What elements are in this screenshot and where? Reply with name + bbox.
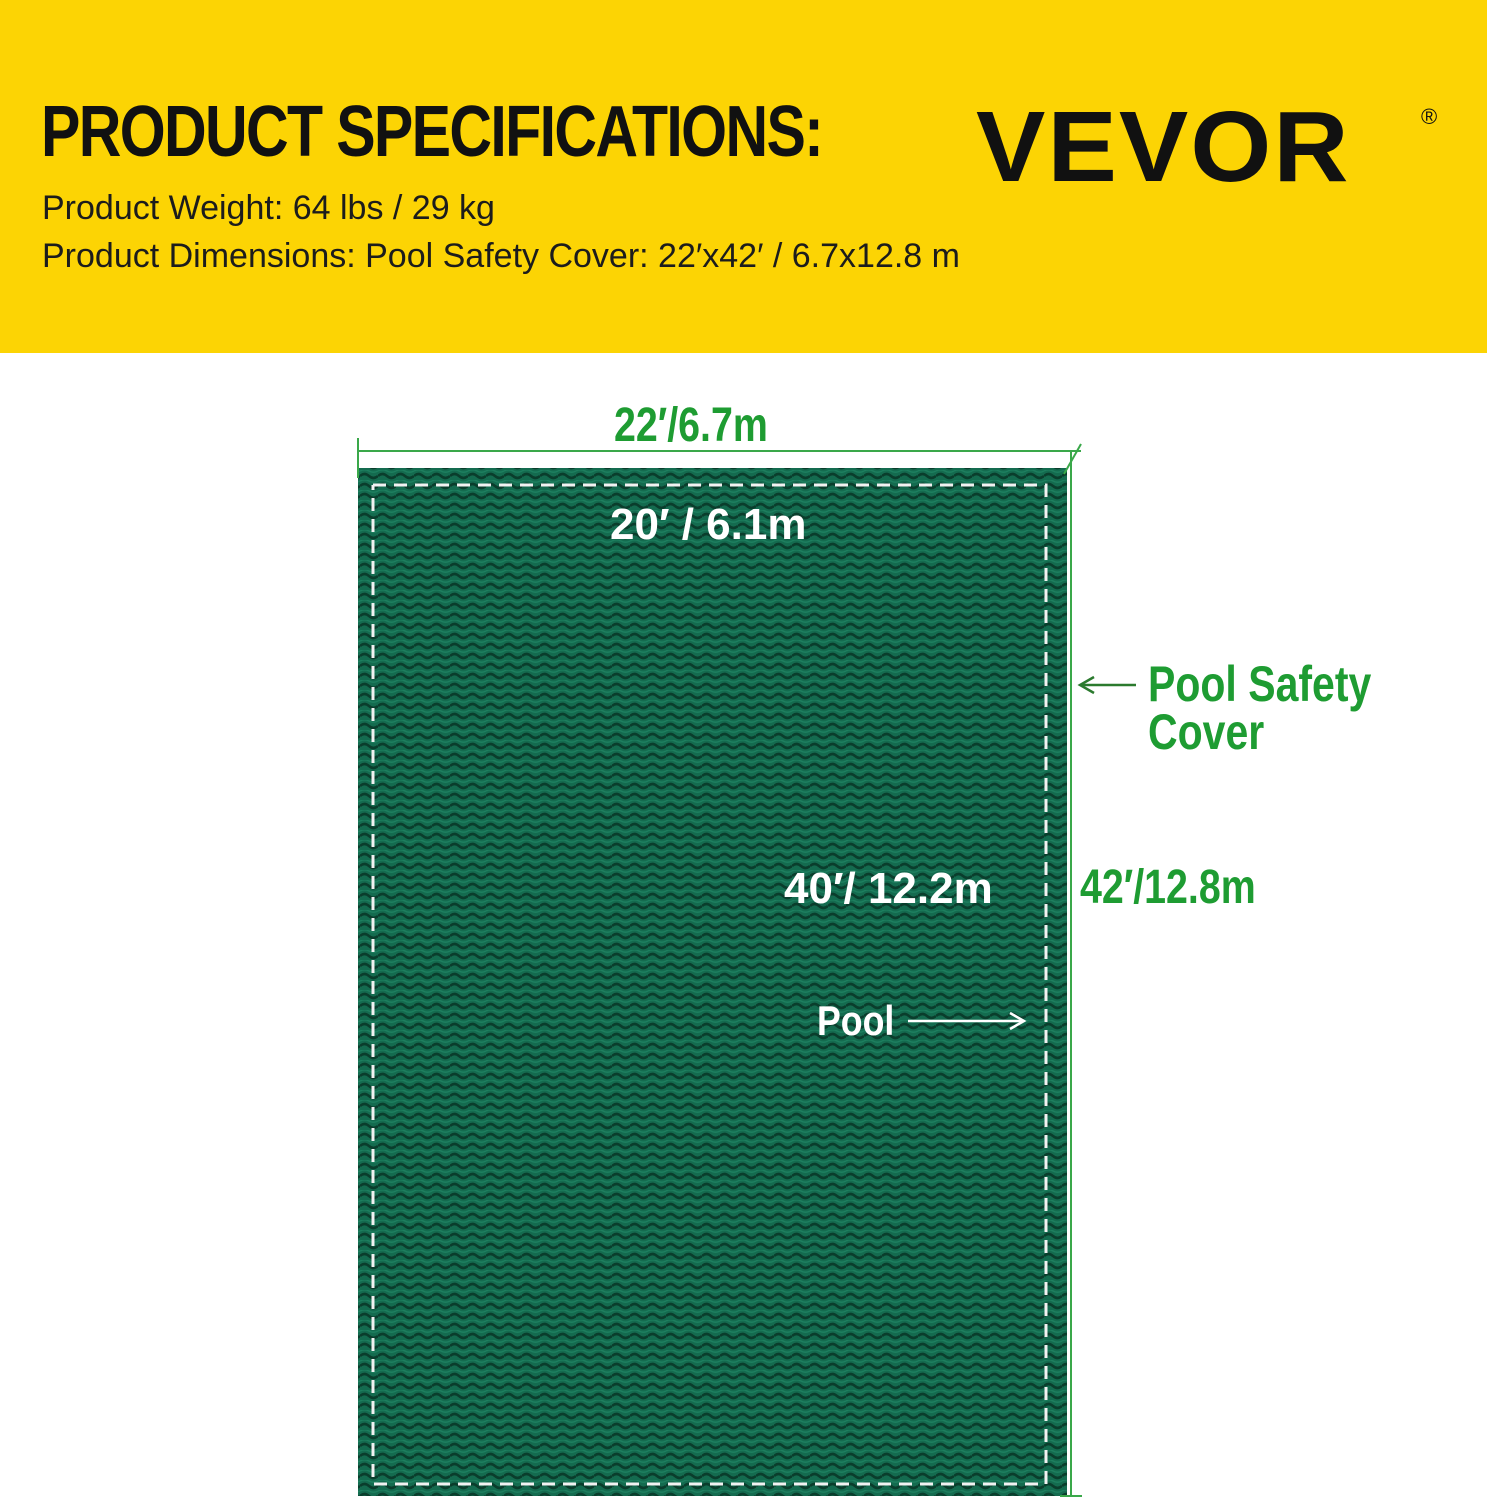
brand-logo: VEVOR	[976, 91, 1351, 203]
cover-width-right-tick	[1064, 444, 1081, 474]
cover-length-label: 42′/12.8m	[1080, 861, 1256, 914]
cover-name-label	[1148, 656, 1372, 760]
cover-name-line2: Cover	[1148, 704, 1265, 760]
pool-safety-cover	[358, 468, 1067, 1496]
product-dimensions: Product Dimensions: Pool Safety Cover: 22′x42′ / 6.7x12.8 m	[42, 237, 960, 275]
cover-name-line1: Pool Safety	[1148, 656, 1372, 712]
cover-width-label: 22′/6.7m	[614, 399, 768, 452]
registered-mark: ®	[1421, 104, 1438, 129]
spec-banner	[0, 0, 1487, 353]
pool-length-label: 40′/ 12.2m	[784, 864, 993, 913]
product-weight: Product Weight: 64 lbs / 29 kg	[42, 189, 495, 227]
spec-title: PRODUCT SPECIFICATIONS:	[41, 92, 823, 172]
pool-label: Pool	[817, 997, 895, 1044]
cover-pointer-arrow	[1080, 677, 1136, 693]
pool-width-label: 20′ / 6.1m	[610, 500, 807, 549]
